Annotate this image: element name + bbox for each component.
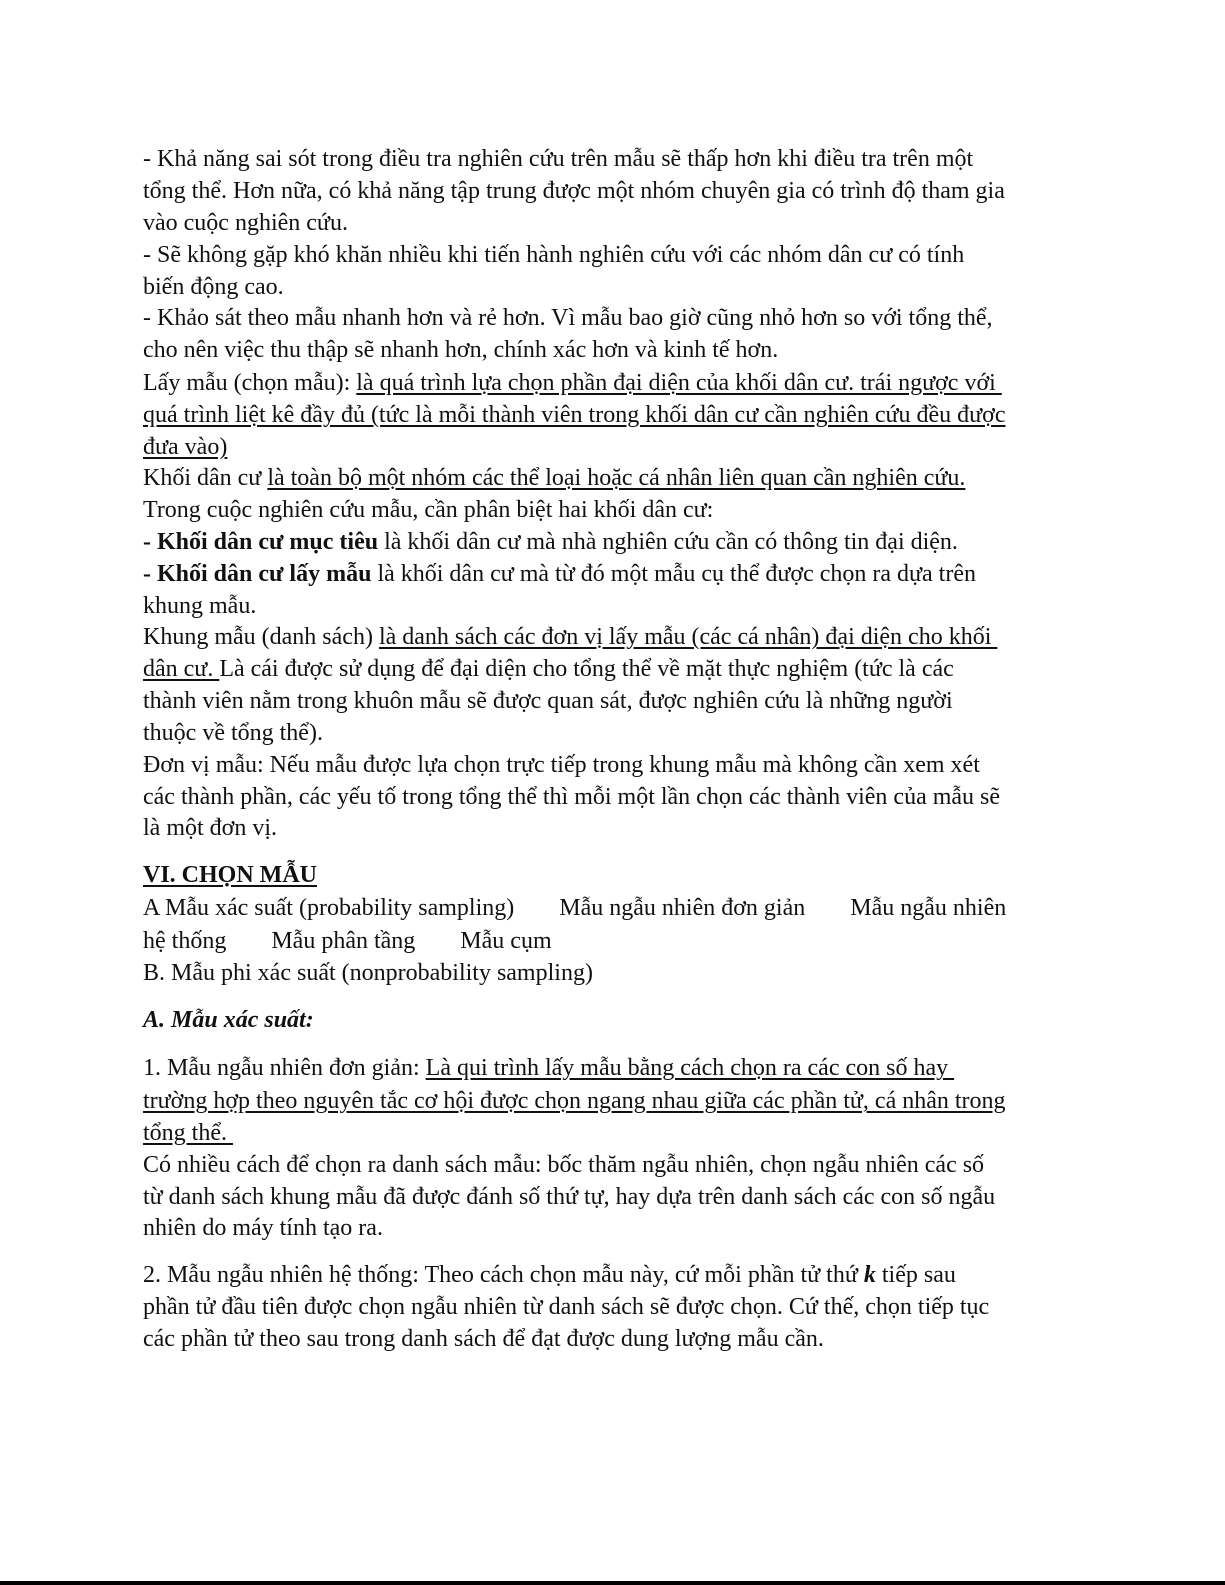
text-line: khung mẫu. — [143, 593, 257, 619]
text-span: là khối dân cư mà nhà nghiên cứu cần có thông tin đại diện. — [378, 529, 958, 555]
text-span: Mẫu cụm — [460, 928, 552, 954]
definition-text: là danh sách các đơn vị lấy mẫu (các cá nhân) đại diện cho khối — [378, 624, 998, 650]
variable-k: k — [863, 1262, 876, 1288]
text-span: tiếp sau — [875, 1262, 956, 1288]
definition-text: tổng thể. — [143, 1120, 233, 1146]
sampling-types-line — [143, 892, 1006, 924]
text-line: là một đơn vị. — [143, 815, 278, 841]
definition-population — [143, 462, 965, 494]
term: 1. Mẫu ngẫu nhiên đơn giản: — [143, 1055, 426, 1081]
systematic-sampling-line — [143, 1259, 956, 1291]
text-line: - Sẽ không gặp khó khăn nhiều khi tiến hành nghiên cứu với các nhóm dân cư có tính — [143, 242, 965, 268]
text-line: từ danh sách khung mẫu đã được đánh số thứ tự, hay dựa trên danh sách các con số ngẫu — [143, 1184, 996, 1210]
text-line: phần tử đầu tiên được chọn ngẫu nhiên từ danh sách sẽ được chọn. Cứ thế, chọn tiếp tục — [143, 1294, 990, 1320]
text-line: thuộc về tổng thể). — [143, 720, 323, 746]
definition-text: Là qui trình lấy mẫu bằng cách chọn ra các con số hay — [425, 1055, 955, 1081]
text-line: nhiên do máy tính tạo ra. — [143, 1215, 383, 1241]
text-line: thành viên nằm trong khuôn mẫu sẽ được quan sát, được nghiên cứu là những người — [143, 688, 953, 714]
text-line: vào cuộc nghiên cứu. — [143, 210, 348, 236]
term: Khối dân cư — [143, 465, 268, 491]
definition-text: là toàn bộ một nhóm các thể loại hoặc cá nhân liên quan cần nghiên cứu. — [267, 465, 966, 491]
text-line: các thành phần, các yếu tố trong tổng thể thì mỗi một lần chọn các thành viên của mẫu sẽ — [143, 784, 1001, 810]
definition-text: quá trình liệt kê đầy đủ (tức là mỗi thành viên trong khối dân cư cần nghiên cứu đều được — [143, 402, 1006, 428]
definition-sampling — [143, 367, 1002, 399]
text-line: biến động cao. — [143, 274, 284, 300]
page-bottom-border — [0, 1581, 1225, 1585]
sampling-types-line — [143, 925, 552, 957]
definition-text: trường hợp theo nguyên tắc cơ hội được chọn ngang nhau giữa các phần tử, cá nhân trong — [143, 1088, 1006, 1114]
text-span: là khối dân cư mà từ đó một mẫu cụ thể được chọn ra dựa trên — [371, 561, 976, 587]
definition-text: là quá trình lựa chọn phần đại diện của khối dân cư. trái ngược với — [356, 370, 1002, 396]
text-line: Có nhiều cách để chọn ra danh sách mẫu: bốc thăm ngẫu nhiên, chọn ngẫu nhiên các số — [143, 1152, 985, 1178]
subsection-heading: A. Mẫu xác suất: — [143, 1007, 314, 1033]
text-line: các phần tử theo sau trong danh sách để đạt được dung lượng mẫu cần. — [143, 1326, 824, 1352]
text-line: - Khảo sát theo mẫu nhanh hơn và rẻ hơn. Vì mẫu bao giờ cũng nhỏ hơn so với tổng thể, — [143, 305, 993, 331]
definition-text: dân cư. — [143, 656, 220, 682]
text-line: Trong cuộc nghiên cứu mẫu, cần phân biệt hai khối dân cư: — [143, 497, 714, 523]
text-span: Mẫu phân tầng — [271, 928, 416, 954]
text-span: 2. Mẫu ngẫu nhiên hệ thống: Theo cách chọn mẫu này, cứ mỗi phần tử thứ — [143, 1262, 864, 1288]
term: Khung mẫu (danh sách) — [143, 624, 379, 650]
section-heading: VI. CHỌN MẪU — [143, 862, 317, 888]
definition-simple-random — [143, 1052, 954, 1084]
term: Lấy mẫu (chọn mẫu): — [143, 370, 357, 396]
target-population-line — [143, 526, 958, 558]
text-line: B. Mẫu phi xác suất (nonprobability sampling) — [143, 960, 593, 986]
text-line: cho nên việc thu thập sẽ nhanh hơn, chính xác hơn và kinh tế hơn. — [143, 337, 779, 363]
bold-term: - Khối dân cư lấy mẫu — [143, 561, 372, 587]
bold-term: - Khối dân cư mục tiêu — [143, 529, 379, 555]
text-span: Là cái được sử dụng để đại diện cho tổng thể về mặt thực nghiệm (tức là các — [219, 656, 954, 682]
text-line: - Khả năng sai sót trong điều tra nghiên cứu trên mẫu sẽ thấp hơn khi điều tra trên một — [143, 146, 974, 172]
text-span: Mẫu ngẫu nhiên — [850, 895, 1007, 921]
text-line — [143, 653, 954, 685]
sampled-population-line — [143, 558, 976, 590]
text-span: A Mẫu xác suất (probability sampling) — [143, 895, 515, 921]
text-line: tổng thể. Hơn nữa, có khả năng tập trung được một nhóm chuyên gia có trình độ tham gia — [143, 178, 1005, 204]
text-span: hệ thống — [143, 928, 227, 954]
definition-frame — [143, 621, 997, 653]
definition-text: đưa vào) — [143, 434, 228, 460]
text-span: Mẫu ngẫu nhiên đơn giản — [559, 895, 806, 921]
text-line: Đơn vị mẫu: Nếu mẫu được lựa chọn trực tiếp trong khung mẫu mà không cần xem xét — [143, 752, 980, 778]
